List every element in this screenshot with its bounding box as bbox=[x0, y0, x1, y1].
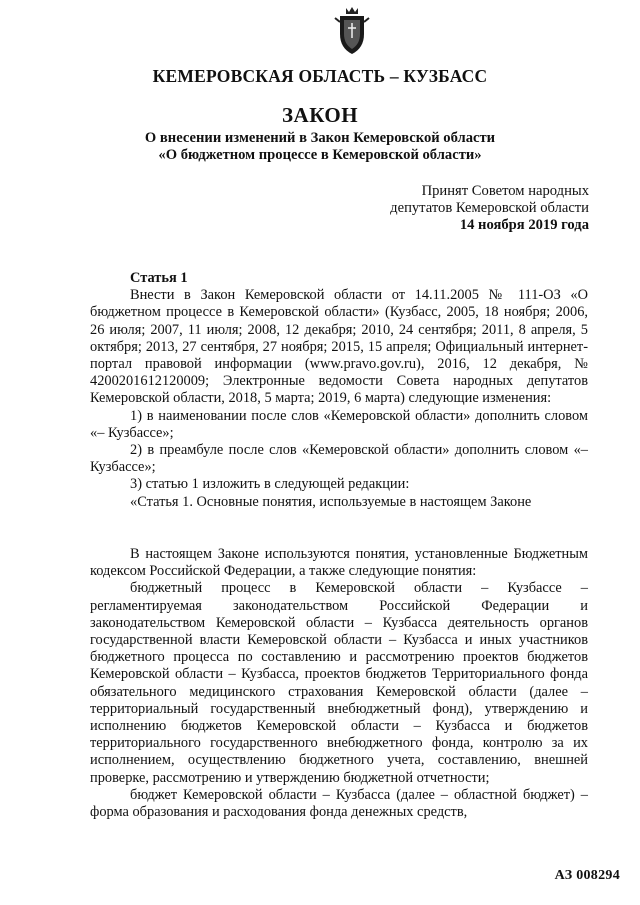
quoted-article-heading: «Статья 1. Основные понятия, используемые в настоящем Законе bbox=[130, 493, 532, 510]
amendment-item: 2) в преамбуле после слов «Кемеровской области» дополнить словом «– Кузбассе»; bbox=[90, 442, 588, 476]
article-1 bbox=[90, 270, 588, 511]
article-heading: Статья 1 bbox=[130, 270, 188, 286]
coat-of-arms-emblem bbox=[332, 4, 372, 56]
law-subtitle bbox=[0, 130, 640, 164]
adoption-note bbox=[390, 183, 589, 234]
amendment-item: 1) в наименовании после слов «Кемеровской области» дополнить словом «– Кузбассе»; bbox=[90, 407, 588, 441]
body-paragraph: бюджет Кемеровской области – Кузбасса (далее – областной бюджет) – форма образования и расходования фонда денежных средств, bbox=[90, 786, 588, 821]
region-title: КЕМЕРОВСКАЯ ОБЛАСТЬ – КУЗБАСС bbox=[152, 66, 488, 86]
adoption-date: 14 ноября 2019 года bbox=[459, 217, 589, 233]
subtitle-line: «О бюджетном процессе в Кемеровской области» bbox=[158, 147, 482, 163]
amendment-item: 3) статью 1 изложить в следующей редакции: bbox=[130, 476, 410, 493]
serial-number: АЗ 008294 bbox=[554, 868, 620, 883]
subtitle-line: О внесении изменений в Закон Кемеровской области bbox=[144, 130, 496, 146]
adoption-line: депутатов Кемеровской области bbox=[390, 200, 589, 216]
law-title: ЗАКОН bbox=[281, 103, 359, 127]
body-paragraph: В настоящем Законе используются понятия, установленные Бюджетным кодексом Российской Федерации, а также следующие понятия: bbox=[90, 546, 588, 580]
quoted-article-text bbox=[90, 546, 588, 821]
adoption-line: Принят Советом народных bbox=[421, 183, 589, 199]
article-intro-paragraph: Внести в Закон Кемеровской области от 14.11.2005 № 111-ОЗ «О бюджетном процессе в Кемеровской области» (Кузбасс, 2005, 18 ноября; 2006, 26 июля; 2007, 11 июля; 2008, 12 декабря; 2010, 24 сентября; 2011, 8 апреля, 5 октября; 2013, 27 сентября, 27 ноября; 2015, 15 апреля; Официальный интернет-портал правовой информации (www.pravo.gov.ru), 2016, 12 декабря, № 4200201612120009; Электронные ведомости Совета народных депутатов Кемеровской области, 2018, 5 марта; 2019, 6 марта) следующие изменения: bbox=[90, 287, 588, 407]
body-paragraph: бюджетный процесс в Кемеровской области – Кузбассе – регламентируемая законодательством Российской Федерации и законодательством Кемеровской области – Кузбасса деятельность органов государственной власти Кемеровской области – Кузбасса и иных участников бюджетного процесса по составлению и рассмотрению проектов бюджетов Кемеровской области – Кузбасса, проектов бюджетов Территориального фонда обязательного медицинского страхования Кемеровской области (далее – территориальный государственный внебюджетный фонд), утверждению и исполнению бюджетов Кемеровской области – Кузбасса и бюджетов территориального государственного внебюджетного фонда, контролю за их исполнением, осуществлению бюджетного учета, составлению, внешней проверке, рассмотрению и утверждению бюджетной отчетности; bbox=[90, 580, 588, 786]
